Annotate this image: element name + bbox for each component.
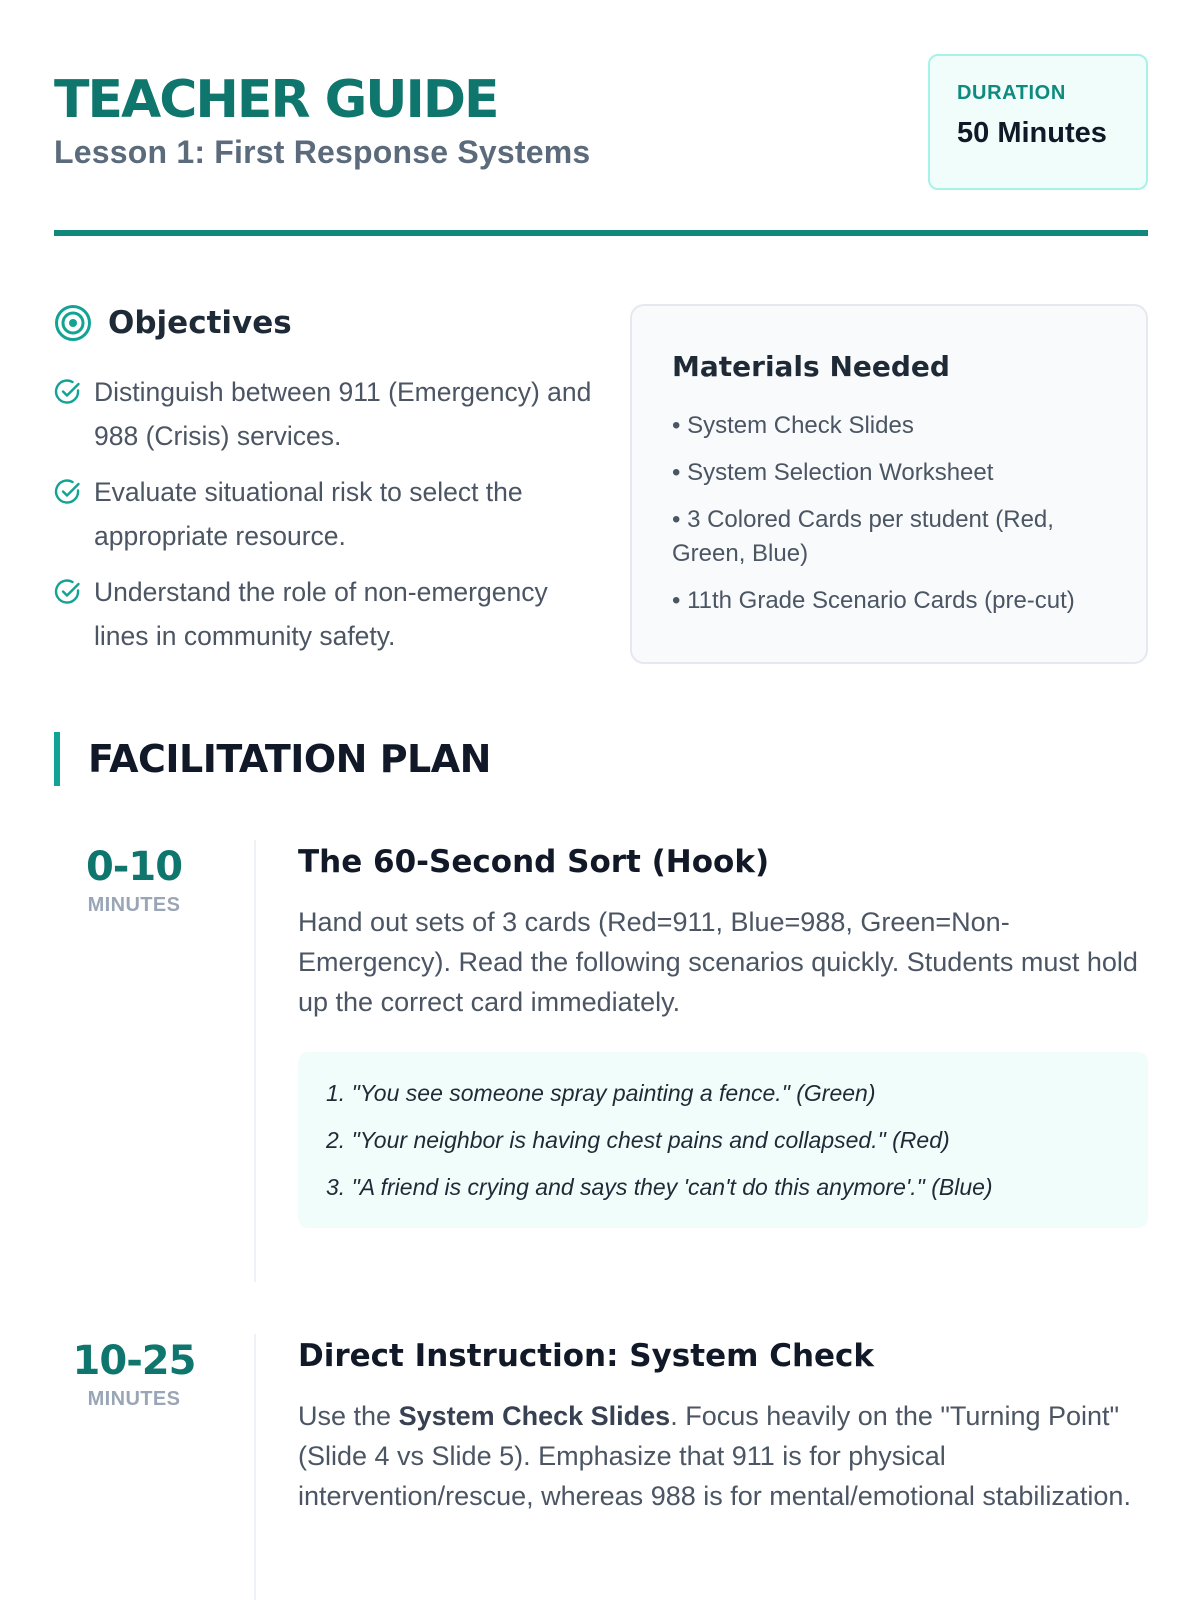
objective-item — [54, 370, 594, 458]
check-circle-icon — [54, 378, 82, 406]
step-text: . Focus heavily on the "Turning Point" (Slide 4 vs Slide 5). Emphasize that 911 is for physical intervention/rescue, whereas 988 is for mental/emotional stabilization. — [298, 1401, 1131, 1511]
material-item: • System Selection Worksheet — [672, 459, 994, 486]
step-title: The 60-Second Sort (Hook) — [298, 844, 770, 880]
check-circle-icon — [54, 478, 82, 506]
objectives-section — [54, 304, 594, 670]
time-range: 0-10 — [85, 844, 183, 890]
objective-text: Understand the role of non-emergency lines in community safety. — [94, 577, 548, 651]
facilitation-title: FACILITATION PLAN — [88, 737, 491, 781]
timeline-divider — [254, 840, 256, 1282]
materials-list — [672, 409, 1110, 618]
step-time — [54, 1338, 214, 1411]
step-description — [298, 1396, 1148, 1516]
check-circle-icon — [54, 578, 82, 606]
time-unit: MINUTES — [87, 894, 181, 916]
material-item: • 3 Colored Cards per student (Red, Green, Blue) — [672, 506, 1054, 567]
facilitation-heading — [54, 732, 491, 786]
objective-text: Distinguish between 911 (Emergency) and 988 (Crisis) services. — [94, 377, 592, 451]
facilitation-step — [298, 1336, 1148, 1516]
objective-item — [54, 470, 594, 558]
objective-text: Evaluate situational risk to select the appropriate resource. — [94, 477, 523, 551]
time-range: 10-25 — [72, 1338, 196, 1384]
step-time — [54, 844, 214, 917]
material-item: • System Check Slides — [672, 412, 914, 439]
material-item: • 11th Grade Scenario Cards (pre-cut) — [672, 587, 1075, 614]
target-icon — [54, 304, 92, 342]
scenario-item: 3. "A friend is crying and says they 'can't do this anymore'." (Blue) — [326, 1174, 993, 1200]
step-title: Direct Instruction: System Check — [298, 1338, 875, 1374]
timeline-divider — [254, 1334, 256, 1600]
header-divider — [54, 230, 1148, 236]
scenario-item: 2. "Your neighbor is having chest pains and collapsed." (Red) — [326, 1127, 950, 1153]
materials-title: Materials Needed — [672, 350, 950, 383]
materials-card — [630, 304, 1148, 664]
header — [54, 72, 1148, 171]
lesson-subtitle: Lesson 1: First Response Systems — [54, 134, 591, 170]
time-unit: MINUTES — [87, 1388, 181, 1410]
step-text-bold: System Check Slides — [398, 1401, 671, 1431]
step-description: Hand out sets of 3 cards (Red=911, Blue=988, Green=Non-Emergency). Read the following scenarios quickly. Students must hold up the correct card immediately. — [298, 907, 1138, 1017]
duration-label: DURATION — [957, 82, 1066, 104]
scenario-item: 1. "You see someone spray painting a fence." (Green) — [326, 1080, 876, 1106]
scenario-box — [298, 1052, 1148, 1228]
page-title: TEACHER GUIDE — [54, 70, 498, 130]
objectives-title: Objectives — [108, 305, 292, 341]
duration-value: 50 Minutes — [957, 117, 1107, 149]
objectives-heading — [54, 304, 594, 342]
objective-item — [54, 570, 594, 658]
step-text: Use the — [298, 1401, 399, 1431]
objectives-list — [54, 370, 594, 658]
duration-card — [928, 54, 1148, 190]
facilitation-step — [298, 842, 1148, 1228]
